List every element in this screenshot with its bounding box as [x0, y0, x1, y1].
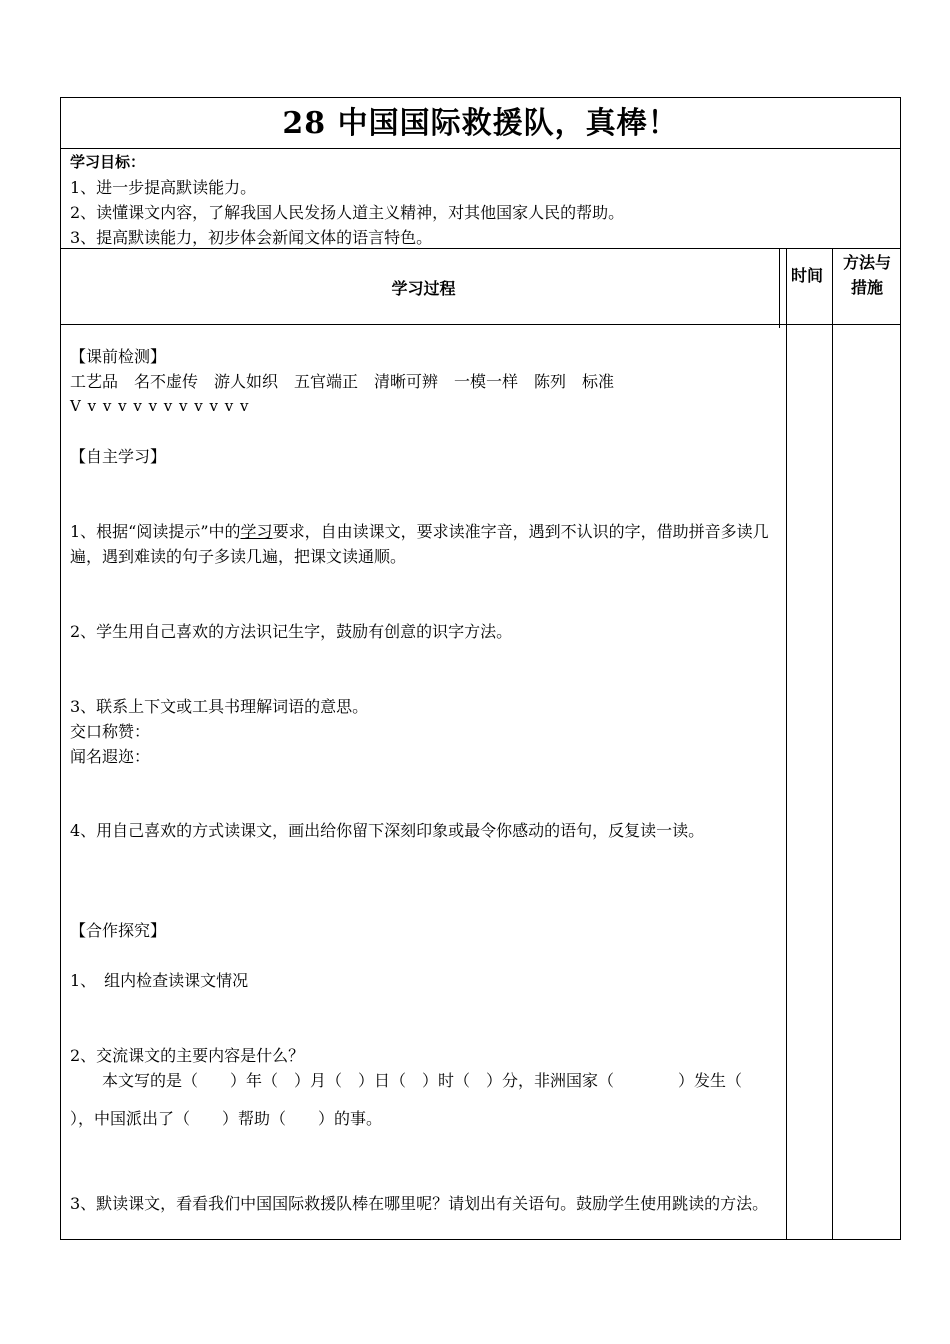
process-header: 学习过程	[391, 279, 456, 298]
column-divider	[779, 248, 780, 328]
method-header: 方法与措施	[842, 253, 891, 297]
self-study-heading: 【自主学习】	[70, 447, 167, 466]
cooperation-item-2: 2、交流课文的主要内容是什么？	[70, 1046, 305, 1065]
time-header: 时间	[791, 266, 824, 285]
fill-in-line-2: ），中国派出了（ ）帮助（ ）的事。	[70, 1109, 383, 1128]
pretest-heading: 【课前检测】	[70, 347, 167, 366]
row-divider	[61, 324, 900, 325]
vocab-definition-2: 闻名遐迩：	[70, 747, 151, 766]
row-divider	[61, 248, 900, 249]
learning-goals	[70, 150, 624, 250]
learning-link: 学习	[240, 522, 273, 541]
self-study-item-1: 1、根据“阅读提示”中的学习要求，自由读课文，要求读准字音，遇到不认识的字，借助拼音多读几遍，遇到难读的句子多读几遍，把课文读通顺。	[70, 522, 769, 566]
column-divider	[786, 248, 787, 1239]
cooperation-item-1: 1、 组内检查读课文情况	[70, 971, 249, 990]
self-study-item-4: 4、用自己喜欢的方式读课文，画出给你留下深刻印象或最令你感动的语句，反复读一读。	[70, 821, 705, 840]
self-study-item-2: 2、学生用自己喜欢的方法识记生字，鼓励有创意的识字方法。	[70, 622, 513, 641]
cooperation-item-3: 3、默读课文，看看我们中国国际救援队棒在哪里呢？请划出有关语句。鼓励学生使用跳读的方法。	[70, 1194, 769, 1213]
fill-in-line-1: 本文写的是（ ）年（ ）月（ ）日（ ）时（ ）分，非洲国家（ ）发生（	[70, 1071, 743, 1090]
goal-item: 1、进一步提高默读能力。	[70, 178, 257, 197]
vocab-marks: V v v v v v v v v v v v	[70, 397, 250, 415]
lesson-plan-table	[60, 97, 901, 1240]
self-study-item-3: 3、联系上下文或工具书理解词语的意思。	[70, 697, 369, 716]
column-divider	[832, 248, 833, 1239]
lesson-title: 28 中国国际救援队，真棒！	[282, 106, 679, 141]
vocab-definition-1: 交口称赞：	[70, 722, 151, 741]
cooperation-heading: 【合作探究】	[70, 921, 167, 940]
goal-item: 2、读懂课文内容，了解我国人民发扬人道主义精神，对其他国家人民的帮助。	[70, 203, 625, 222]
goal-item: 3、提高默读能力，初步体会新闻文体的语言特色。	[70, 228, 433, 247]
row-divider	[61, 148, 900, 149]
vocab-line: 工艺品 名不虚传 游人如织 五官端正 清晰可辨 一模一样 陈列 标准	[70, 372, 615, 391]
goals-heading: 学习目标：	[70, 153, 146, 171]
